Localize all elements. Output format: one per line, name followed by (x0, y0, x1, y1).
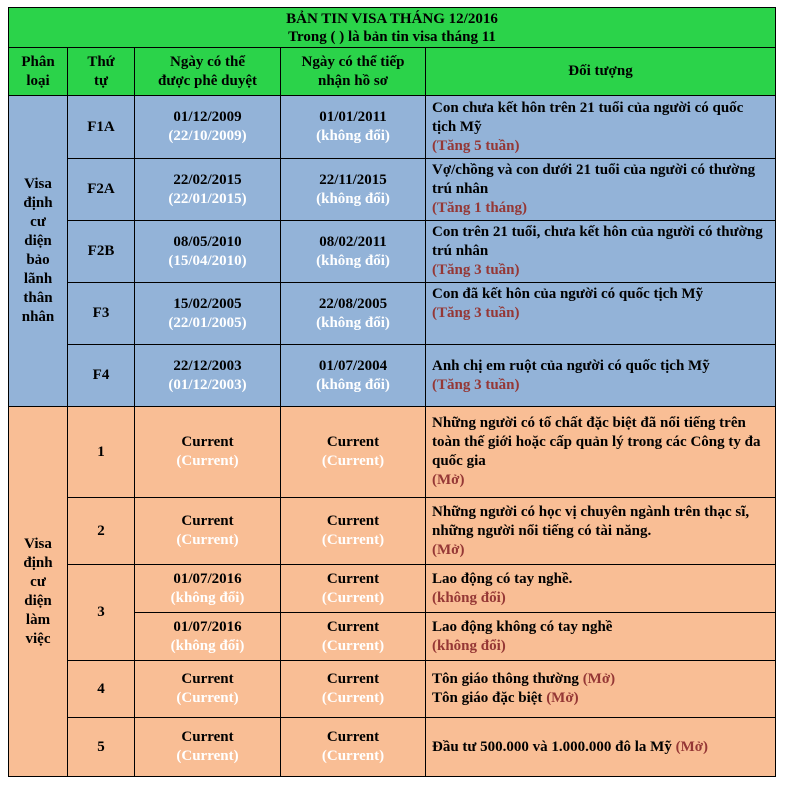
category-word: nhân (21, 309, 55, 325)
category-word: cư (30, 214, 46, 230)
target-cell (426, 565, 776, 613)
target-text: Con chưa kết hôn trên 21 tuổi của người có quốc tịch Mỹ (432, 99, 744, 135)
approval-cell (135, 613, 281, 661)
change-text: (Tăng 3 tuần) (432, 376, 520, 393)
receipt-date: Current (326, 671, 380, 687)
category-word: bảo (26, 252, 50, 268)
change-text: (Mở) (675, 738, 709, 755)
receipt-date: 01/07/2004 (318, 357, 388, 374)
table-row (9, 345, 776, 407)
approval-prev: (không đổi) (170, 637, 245, 654)
change-text: (không đổi) (432, 637, 506, 654)
receipt-prev: (không đổi) (316, 314, 390, 331)
order-cell: F2B (68, 221, 135, 283)
header-category (9, 48, 68, 96)
target-cell (426, 613, 776, 661)
header-target: Đối tượng (426, 48, 776, 96)
employment-category (9, 407, 68, 777)
approval-cell (135, 407, 281, 498)
approval-cell (135, 718, 281, 777)
category-word: làm (25, 611, 51, 628)
table-row (9, 498, 776, 565)
target-text: Tôn giáo đặc biệt (432, 690, 543, 706)
receipt-cell (281, 159, 426, 221)
approval-cell (135, 498, 281, 565)
approval-prev: (Current) (176, 532, 239, 548)
receipt-date: Current (326, 513, 380, 529)
target-cell (426, 283, 776, 345)
target-text: Những người có học vị chuyên ngành trên thạc sĩ, những người nổi tiếng có tài năng. (432, 503, 750, 539)
category-word: diện (24, 233, 52, 249)
approval-date: 01/12/2009 (173, 109, 242, 125)
header-row (9, 48, 776, 96)
table-row (9, 221, 776, 283)
approval-cell (135, 661, 281, 718)
receipt-prev: (Current) (321, 748, 385, 764)
table-row (9, 407, 776, 498)
table-row (9, 661, 776, 718)
receipt-cell (281, 221, 426, 283)
table-row (9, 159, 776, 221)
category-word: thân (23, 290, 53, 306)
receipt-date: 22/08/2005 (318, 295, 388, 312)
change-text: (Mở) (546, 690, 579, 706)
category-word: diện (24, 592, 52, 609)
table-row (9, 718, 776, 777)
table-row (9, 283, 776, 345)
header-order-line: Thứ (87, 53, 115, 70)
header-order (68, 48, 135, 96)
header-receipt-line: Ngày có thể tiếp (301, 53, 405, 70)
header-approval (135, 48, 281, 96)
approval-date: Current (181, 434, 234, 450)
approval-date: 22/02/2015 (173, 171, 242, 188)
receipt-date: 22/11/2015 (319, 171, 387, 188)
receipt-cell (281, 96, 426, 159)
change-text: (Mở) (432, 541, 465, 558)
target-text: Lao động không có tay nghề (432, 618, 613, 635)
approval-date: 01/07/2016 (173, 570, 242, 587)
receipt-cell (281, 283, 426, 345)
approval-prev: (01/12/2003) (168, 376, 247, 393)
header-approval-line: Ngày có thể (170, 53, 245, 70)
header-category-line: loại (26, 72, 50, 89)
target-text: Con đã kết hôn của người có quốc tịch Mỹ (432, 286, 704, 302)
receipt-cell (281, 565, 426, 613)
change-text: (Tăng 5 tuần) (432, 137, 520, 154)
receipt-prev: (Current) (321, 637, 385, 654)
order-cell: 5 (68, 718, 135, 777)
target-text: Vợ/chồng và con dưới 21 tuổi của người có thường trú nhân (432, 162, 756, 197)
receipt-date: Current (326, 729, 380, 745)
target-text: Những người có tố chất đặc biệt đã nổi tiếng trên toàn thế giới hoặc cấp quản lý trong các Công ty đa quốc gia (432, 415, 761, 469)
order-cell: F1A (68, 96, 135, 159)
approval-cell (135, 159, 281, 221)
approval-date: Current (181, 729, 234, 745)
table-row (9, 565, 776, 613)
target-cell (426, 96, 776, 159)
header-order-line: tự (94, 72, 108, 89)
receipt-cell (281, 345, 426, 407)
receipt-cell (281, 718, 426, 777)
target-cell (426, 498, 776, 565)
target-cell (426, 407, 776, 498)
table-title (9, 8, 776, 48)
approval-date: 22/12/2003 (173, 357, 242, 374)
receipt-date: Current (326, 618, 380, 635)
header-receipt-line: nhận hồ sơ (317, 72, 388, 89)
receipt-date: 01/01/2011 (319, 109, 387, 125)
approval-cell (135, 345, 281, 407)
approval-cell (135, 565, 281, 613)
target-text: Tôn giáo thông thường (432, 671, 579, 687)
target-cell (426, 718, 776, 777)
order-cell: F3 (68, 283, 135, 345)
approval-date: Current (181, 671, 234, 687)
target-text: Con trên 21 tuổi, chưa kết hôn của người có thường trú nhân (432, 224, 763, 259)
order-cell: 4 (68, 661, 135, 718)
approval-date: 08/05/2010 (173, 233, 242, 250)
order-cell: 1 (68, 407, 135, 498)
receipt-prev: (không đổi) (316, 252, 390, 269)
approval-cell (135, 221, 281, 283)
receipt-prev: (không đổi) (316, 128, 390, 144)
approval-prev: (22/01/2015) (168, 190, 247, 207)
category-word: định (23, 195, 53, 211)
receipt-prev: (Current) (321, 532, 385, 548)
category-word: Visa (24, 176, 52, 192)
target-cell (426, 345, 776, 407)
change-text: (Tăng 1 tháng) (432, 200, 528, 216)
target-text: Lao động có tay nghề. (432, 570, 573, 587)
receipt-prev: (Current) (321, 690, 385, 706)
title-row (9, 8, 776, 48)
order-cell: F2A (68, 159, 135, 221)
title-line-2: Trong ( ) là bản tin visa tháng 11 (288, 28, 496, 45)
family-category (9, 96, 68, 407)
target-cell (426, 661, 776, 718)
change-text: (không đổi) (432, 589, 506, 606)
change-text: (Tăng 3 tuần) (432, 305, 520, 321)
target-text: Đầu tư 500.000 và 1.000.000 đô la Mỹ (432, 738, 672, 755)
target-cell (426, 159, 776, 221)
category-word: cư (30, 573, 46, 590)
approval-cell (135, 283, 281, 345)
change-text: (Mở) (432, 472, 465, 488)
order-cell: 2 (68, 498, 135, 565)
order-cell: F4 (68, 345, 135, 407)
order-cell: 3 (68, 565, 135, 661)
approval-prev: (15/04/2010) (168, 252, 247, 269)
approval-date: Current (181, 513, 234, 529)
target-text: Anh chị em ruột của người có quốc tịch Mỹ (432, 357, 710, 374)
receipt-prev: (Current) (321, 589, 385, 606)
visa-bulletin (8, 7, 776, 777)
receipt-cell (281, 661, 426, 718)
receipt-prev: (không đổi) (316, 190, 390, 207)
receipt-cell (281, 613, 426, 661)
target-cell (426, 221, 776, 283)
receipt-prev: (Current) (321, 453, 385, 469)
approval-date: 15/02/2005 (173, 295, 242, 312)
approval-prev: (22/01/2005) (168, 314, 247, 331)
receipt-prev: (không đổi) (316, 376, 390, 393)
header-category-line: Phân (21, 53, 55, 70)
title-line-1: BẢN TIN VISA THÁNG 12/2016 (286, 10, 498, 27)
receipt-date: Current (326, 570, 380, 587)
change-text: (Tăng 3 tuần) (432, 262, 520, 278)
approval-date: 01/07/2016 (173, 618, 242, 635)
approval-prev: (22/10/2009) (168, 128, 247, 144)
category-word: định (23, 554, 53, 571)
table-row (9, 96, 776, 159)
category-word: lãnh (23, 271, 53, 287)
approval-prev: (không đổi) (170, 589, 245, 606)
receipt-date: 08/02/2011 (319, 233, 387, 250)
receipt-cell (281, 407, 426, 498)
change-text: (Mở) (582, 671, 616, 687)
target-line (432, 670, 771, 689)
category-word: Visa (24, 535, 52, 552)
approval-prev: (Current) (176, 690, 239, 706)
header-receipt (281, 48, 426, 96)
visa-bulletin-table (8, 7, 776, 777)
approval-prev: (Current) (176, 748, 239, 764)
header-approval-line: được phê duyệt (158, 72, 257, 89)
target-line (432, 689, 771, 708)
approval-cell (135, 96, 281, 159)
approval-prev: (Current) (176, 453, 239, 469)
receipt-date: Current (326, 434, 380, 450)
category-word: việc (25, 630, 51, 647)
receipt-cell (281, 498, 426, 565)
